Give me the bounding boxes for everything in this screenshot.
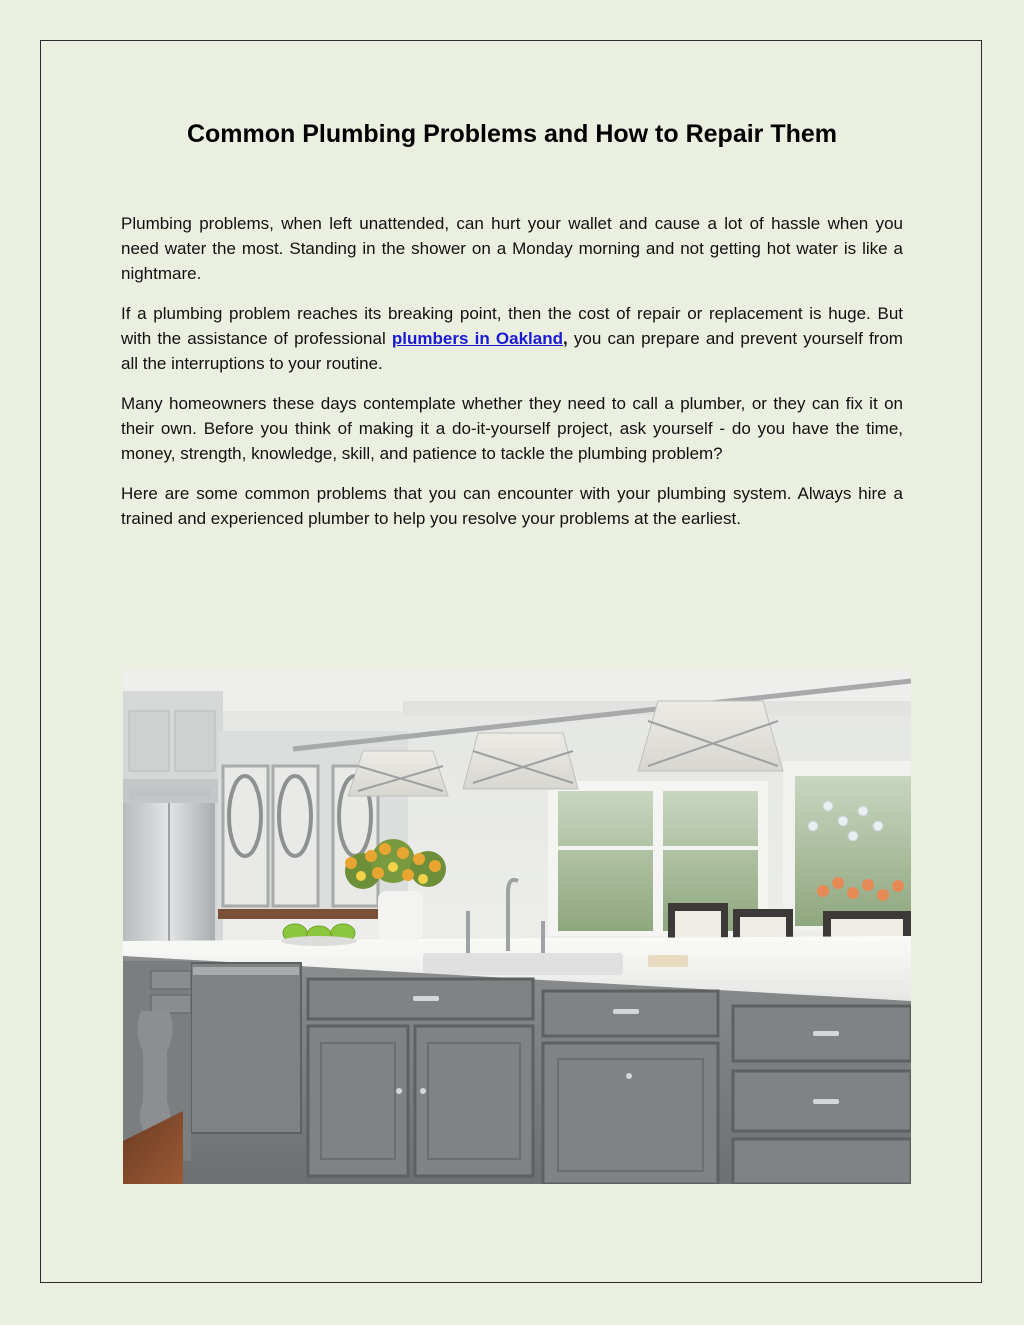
paragraph-text: you can prepare and prevent yourself from all the interruptions to your routine. (121, 329, 903, 373)
plumbers-in-oakland-link[interactable]: plumbers in Oakland (391, 329, 563, 348)
article-body (121, 211, 903, 546)
paragraph-breaking-point (121, 301, 903, 376)
page-title: Common Plumbing Problems and How to Repair Them (186, 120, 838, 148)
paragraph-intro: Plumbing problems, when left unattended, can hurt your wallet and cause a lot of hassle when you need water the most. Standing in the shower on a Monday morning and not getting hot water is like a nightmare. (121, 214, 903, 283)
paragraph-homeowners: Many homeowners these days contemplate whether they need to call a plumber, or they can fix it on their own. Before you think of making it a do-it-yourself project, ask yourself - do you have the time, money, strength, knowledge, skill, and patience to tackle the plumbing problem? (121, 394, 903, 463)
link-comma: , (562, 329, 568, 348)
kitchen-photo (123, 671, 911, 1184)
paragraph-text: If a plumbing problem reaches its breaking point, then the cost of repair or replacement is huge. But with the assistance of professional (121, 304, 903, 348)
paragraph-common-problems: Here are some common problems that you can encounter with your plumbing system. Always hire a trained and experienced plumber to help you resolve your problems at the earliest. (121, 484, 903, 528)
